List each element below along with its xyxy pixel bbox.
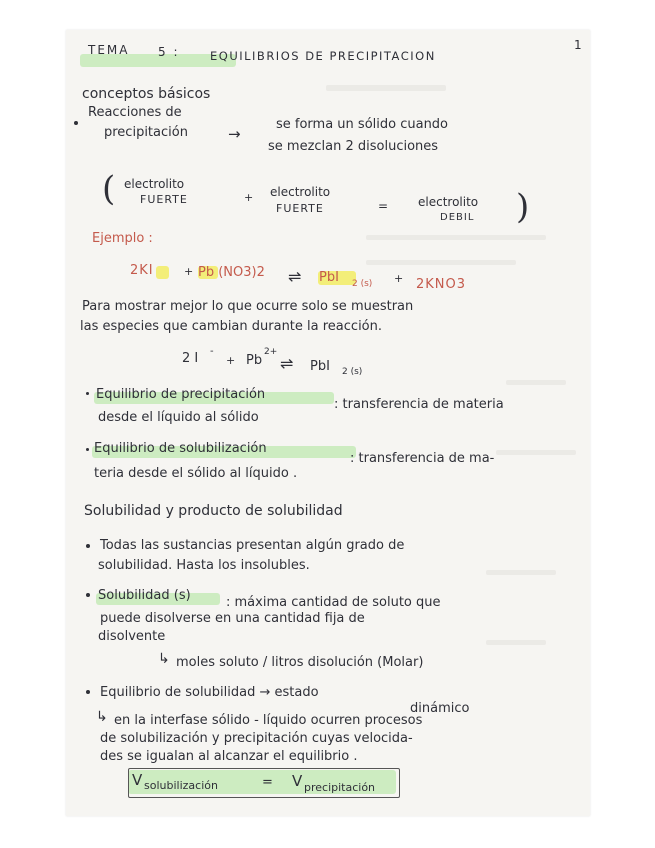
ion-lead-charge: 2+ bbox=[264, 347, 278, 357]
plus-sign: + bbox=[244, 191, 254, 204]
plus-sign: + bbox=[184, 265, 194, 278]
arrow-icon: → bbox=[228, 125, 241, 143]
electrolito-2: electrolito bbox=[270, 185, 331, 199]
equilibrio-solubilidad-5: des se igualan al alcanzar el equilibrio . bbox=[100, 749, 358, 764]
page-number: 1 bbox=[574, 38, 582, 52]
title-tema: TEMA bbox=[88, 43, 130, 57]
def-solubilizacion-1: : transferencia de ma- bbox=[350, 451, 495, 466]
equals-sign: = bbox=[262, 775, 273, 790]
reactant-2ki: 2KI bbox=[130, 263, 154, 278]
product-2kno3: 2KNO3 bbox=[416, 277, 467, 292]
notebook-page bbox=[66, 30, 590, 816]
solubilidad-def-3: disolvente bbox=[98, 629, 166, 644]
show-through-mark bbox=[486, 570, 556, 575]
v-precipitacion-subscript: precipitación bbox=[304, 781, 376, 794]
fuerte-1: FUERTE bbox=[140, 193, 188, 206]
v-solubilizacion-subscript: solubilización bbox=[144, 779, 218, 792]
ion-lead: Pb bbox=[246, 353, 263, 368]
fuerte-2: FUERTE bbox=[276, 202, 324, 215]
plus-sign: + bbox=[226, 354, 236, 367]
def-precipitacion-2: desde el líquido al sólido bbox=[98, 410, 259, 425]
title-text: EQUILIBRIOS DE PRECIPITACION bbox=[210, 49, 436, 63]
highlight-i bbox=[156, 266, 169, 279]
term-equilibrio-precipitacion: Equilibrio de precipitación bbox=[96, 387, 266, 402]
term-solubilidad-s: Solubilidad (s) bbox=[98, 588, 191, 603]
bullet bbox=[74, 121, 78, 125]
show-through-mark bbox=[496, 450, 576, 455]
bullet bbox=[86, 392, 89, 395]
electrolito-3: electrolito bbox=[418, 195, 479, 209]
equals-sign: = bbox=[378, 199, 389, 213]
para-line-1: Para mostrar mejor lo que ocurre solo se muestran bbox=[82, 299, 414, 314]
ion-iodide: 2 I bbox=[182, 351, 199, 366]
bullet bbox=[86, 448, 89, 451]
bullet bbox=[86, 690, 90, 694]
show-through-mark bbox=[506, 380, 566, 385]
title-number: 5 : bbox=[158, 45, 180, 59]
debil: DEBIL bbox=[440, 212, 475, 223]
equilibrio-solubilidad-1: Equilibrio de solubilidad → estado bbox=[100, 685, 319, 700]
def-solubilizacion-2: teria desde el sólido al líquido . bbox=[94, 466, 298, 481]
solubilidad-unit: moles soluto / litros disolución (Molar) bbox=[176, 655, 424, 670]
ionic-product: PbI bbox=[310, 359, 330, 374]
solubilidad-def-1: : máxima cantidad de soluto que bbox=[226, 595, 441, 610]
solubilidad-line-2: solubilidad. Hasta los insolubles. bbox=[98, 558, 310, 573]
reacciones-def-2: se mezclan 2 disoluciones bbox=[268, 139, 439, 154]
bullet bbox=[86, 593, 90, 597]
bullet bbox=[86, 544, 90, 548]
solubilidad-line-1: Todas las sustancias presentan algún grado de bbox=[100, 538, 405, 553]
section-heading-solubilidad: Solubilidad y producto de solubilidad bbox=[84, 503, 343, 519]
left-parenthesis: ( bbox=[102, 169, 116, 209]
equilibrio-solubilidad-3: en la interfase sólido - líquido ocurren procesos bbox=[114, 713, 423, 728]
reactant-pbno3: Pb (NO3)2 bbox=[198, 265, 265, 280]
show-through-mark bbox=[366, 260, 516, 265]
v-precipitacion: V bbox=[292, 772, 303, 790]
term-equilibrio-solubilizacion: Equilibrio de solubilización bbox=[94, 441, 267, 456]
v-solubilizacion: V bbox=[132, 771, 143, 789]
reacciones-label-1: Reacciones de bbox=[88, 105, 182, 120]
sub-arrow-icon: ↳ bbox=[96, 709, 108, 725]
ion-iodide-charge: - bbox=[210, 346, 214, 357]
reacciones-label-2: precipitación bbox=[104, 125, 188, 140]
show-through-mark bbox=[366, 235, 546, 240]
equilibrium-arrow-icon: ⇌ bbox=[280, 354, 294, 373]
equilibrio-solubilidad-2: dinámico bbox=[410, 701, 470, 716]
equilibrium-arrow-icon: ⇌ bbox=[288, 267, 302, 286]
para-line-2: las especies que cambian durante la reacción. bbox=[80, 319, 383, 334]
reacciones-def-1: se forma un sólido cuando bbox=[276, 117, 449, 132]
right-parenthesis: ) bbox=[516, 187, 530, 227]
sub-arrow-icon: ↳ bbox=[158, 651, 170, 667]
plus-sign: + bbox=[394, 272, 404, 285]
show-through-mark bbox=[326, 85, 446, 91]
product-pbi2-subscript: 2 (s) bbox=[352, 279, 373, 289]
ejemplo-label: Ejemplo : bbox=[92, 231, 153, 246]
section-heading-conceptos: conceptos básicos bbox=[82, 86, 211, 102]
ionic-product-subscript: 2 (s) bbox=[342, 367, 363, 377]
electrolito-1: electrolito bbox=[124, 177, 185, 191]
equilibrio-solubilidad-4: de solubilización y precipitación cuyas velocida- bbox=[100, 731, 413, 746]
show-through-mark bbox=[486, 640, 546, 645]
solubilidad-def-2: puede disolverse en una cantidad fija de bbox=[100, 611, 365, 626]
def-precipitacion-1: : transferencia de materia bbox=[334, 397, 504, 412]
product-pbi2: PbI bbox=[319, 270, 339, 285]
